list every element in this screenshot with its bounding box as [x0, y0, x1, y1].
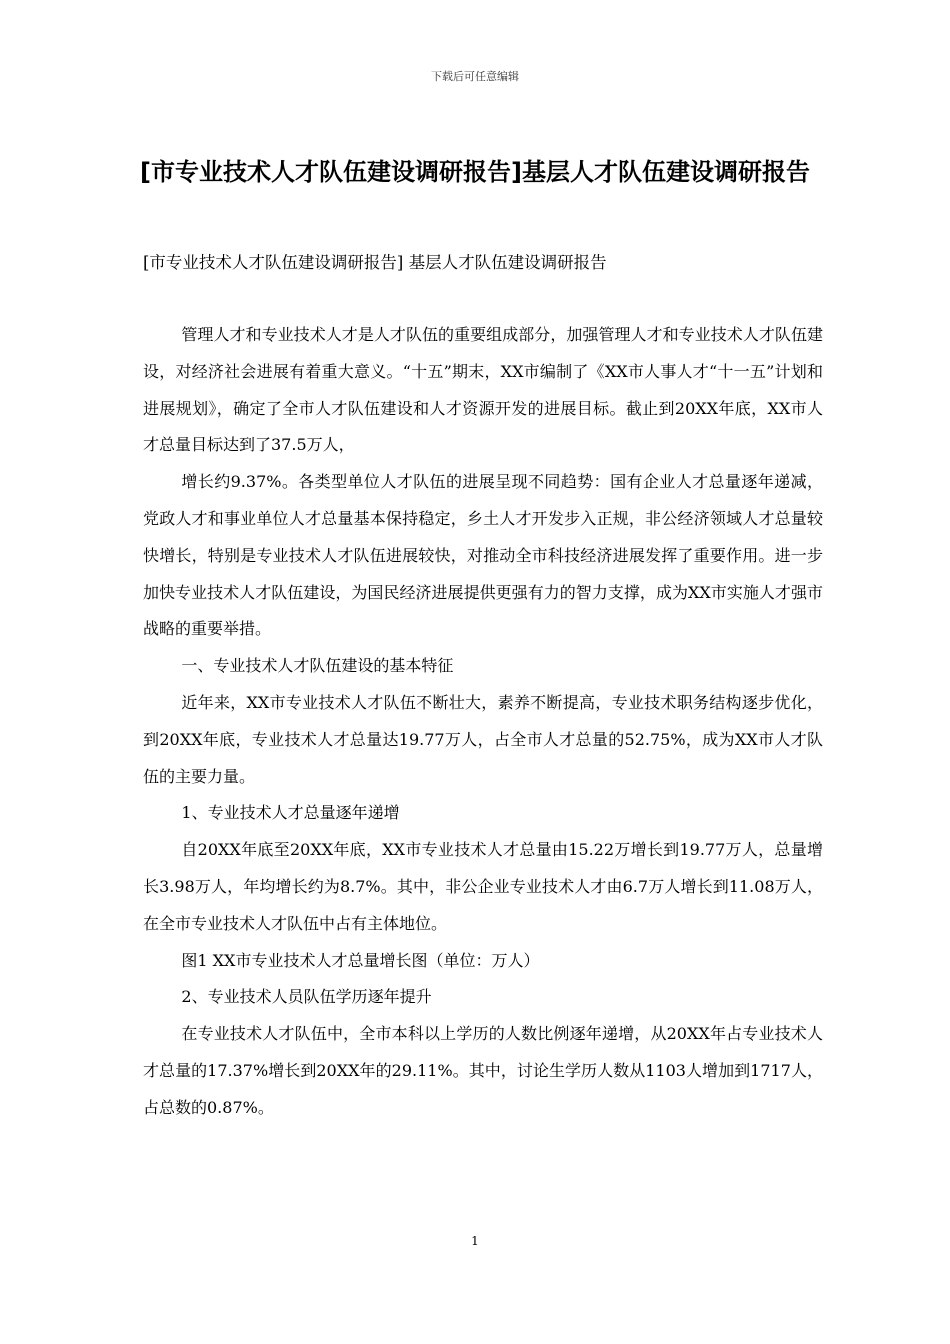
subsection-heading-1: 1、专业技术人才总量逐年递增 — [181, 803, 400, 823]
figure-caption: 图1 XX市专业技术人才总量增长图（单位：万人） — [181, 950, 540, 970]
document-body — [143, 317, 823, 1127]
subsection-heading-2: 2、专业技术人员队伍学历逐年提升 — [181, 987, 432, 1007]
paragraph-total-growth: 自20XX年底至20XX年底，XX市专业技术人才总量由15.22万增长到19.77万人，总量增长3.98万人，年均增长约为8.7%。其中，非公企业专业技术人才由6.7万人增长到11.08万人，在全市专业技术人才队伍中占有主体地位。 — [143, 840, 823, 933]
document-title: [市专业技术人才队伍建设调研报告]基层人才队伍建设调研报告 — [140, 158, 810, 186]
paragraph-growth: 增长约9.37%。各类型单位人才队伍的进展呈现不同趋势：国有企业人才总量逐年递减，党政人才和事业单位人才总量基本保持稳定，乡土人才开发步入正规，非公经济领域人才总量较快增长，特别是专业技术人才队伍进展较快，对推动全市科技经济进展发挥了重要作用。进一步加快专业技术人才队伍建设，为国民经济进展提供更强有力的智力支撑，成为XX市实施人才强市战略的重要举措。 — [143, 472, 823, 639]
document-subtitle: [市专业技术人才队伍建设调研报告] 基层人才队伍建设调研报告 — [143, 253, 607, 272]
header-note: 下载后可任意编辑 — [431, 70, 519, 83]
paragraph-intro: 管理人才和专业技术人才是人才队伍的重要组成部分，加强管理人才和专业技术人才队伍建设，对经济社会进展有着重大意义。“十五”期末，XX市编制了《XX市人事人才“十一五”计划和进展规划》，确定了全市人才队伍建设和人才资源开发的进展目标。截止到20XX年底，XX市人才总量目标达到了37.5万人， — [143, 325, 823, 455]
paragraph-features: 近年来，XX市专业技术人才队伍不断壮大，素养不断提高，专业技术职务结构逐步优化，到20XX年底，专业技术人才总量达19.77万人，占全市人才总量的52.75%，成为XX市人才队伍的主要力量。 — [143, 692, 823, 786]
paragraph-education: 在专业技术人才队伍中，全市本科以上学历的人数比例逐年递增，从20XX年占专业技术人才总量的17.37%增长到20XX年的29.11%。其中，讨论生学历人数从1103人增加到1717人，占总数的0.87%。 — [143, 1024, 823, 1117]
section-heading-1: 一、专业技术人才队伍建设的基本特征 — [181, 656, 454, 676]
page-number: 1 — [471, 1234, 479, 1248]
